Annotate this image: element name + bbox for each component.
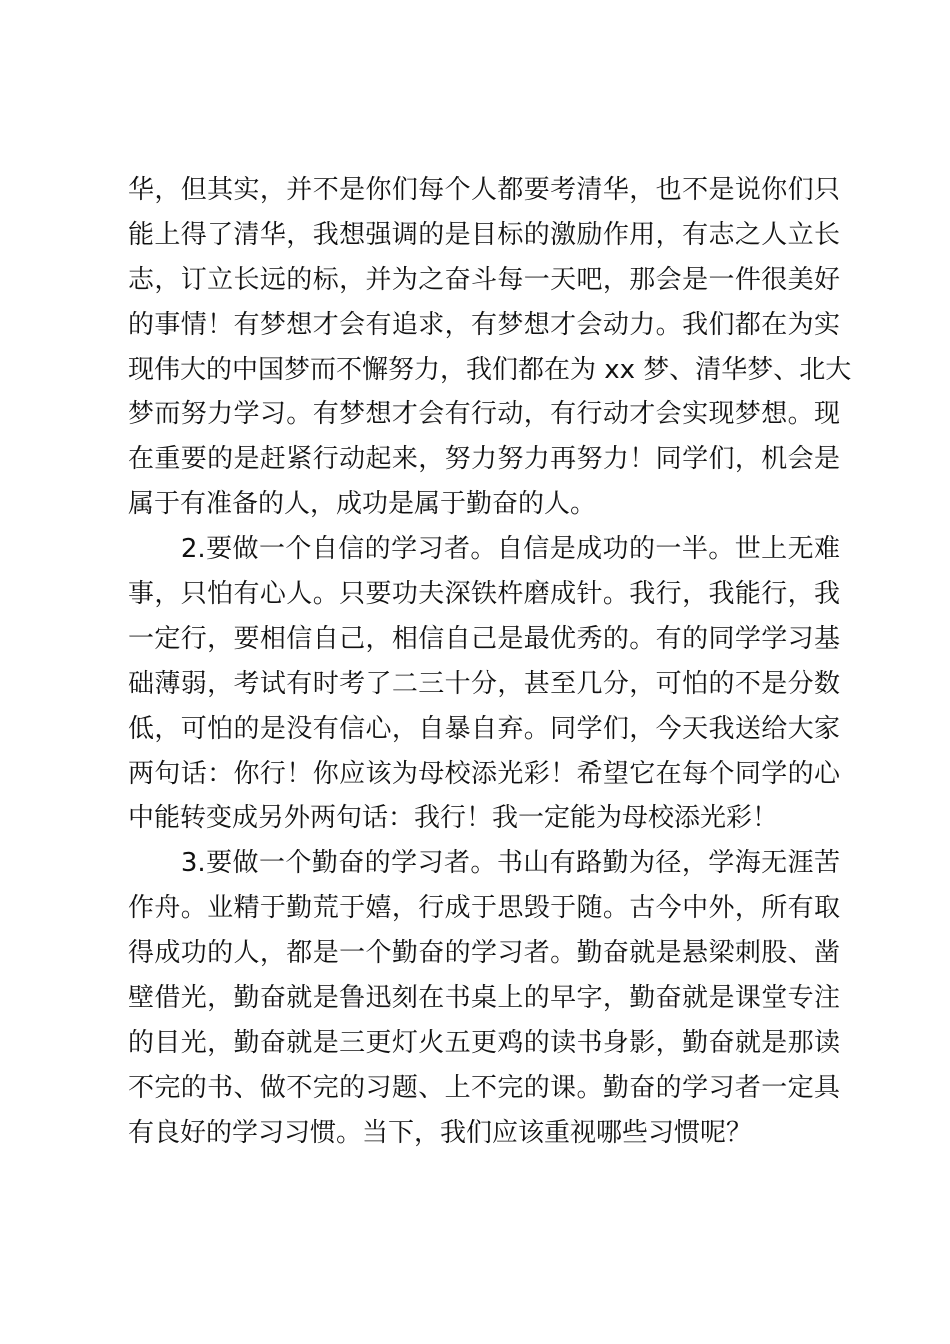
text-line: 一定行，要相信自己，相信自己是最优秀的。有的同学学习基: [128, 623, 840, 654]
text-line: 在重要的是赶紧行动起来，努力努力再努力！同学们，机会是: [128, 444, 840, 475]
text-line: 华，但其实，并不是你们每个人都要考清华，也不是说你们只: [128, 175, 840, 205]
text-line: 事，只怕有心人。只要功夫深铁杵磨成针。我行，我能行，我: [128, 579, 840, 610]
text-line: 梦而努力学习。有梦想才会有行动，有行动才会实现梦想。现: [128, 399, 840, 430]
text-line: 属于有准备的人，成功是属于勤奋的人。: [128, 489, 597, 520]
text-line: 3.要做一个勤奋的学习者。书山有路勤为径，学海无涯苦: [128, 848, 840, 879]
text-line: 的事情！有梦想才会有追求，有梦想才会动力。我们都在为实: [128, 309, 840, 340]
text-line: 的目光，勤奋就是三更灯火五更鸡的读书身影，勤奋就是那读: [128, 1027, 840, 1058]
text-line: 两句话：你行！你应该为母校添光彩！希望它在每个同学的心: [128, 758, 840, 789]
body-text: [128, 168, 852, 1156]
text-line: 有良好的学习习惯。当下，我们应该重视哪些习惯呢？: [128, 1117, 753, 1148]
text-line: 作舟。业精于勤荒于嬉，行成于思毁于随。古今中外，所有取: [128, 893, 840, 924]
text-line: 现伟大的中国梦而不懈努力，我们都在为 xx 梦、清华梦、北大: [128, 354, 852, 385]
text-line: 2.要做一个自信的学习者。自信是成功的一半。世上无难: [128, 534, 840, 565]
text-line: 低，可怕的是没有信心，自暴自弃。同学们，今天我送给大家: [128, 713, 840, 744]
paragraph-1: [128, 168, 852, 527]
paragraph-3: [128, 841, 840, 1155]
text-line: 壁借光，勤奋就是鲁迅刻在书桌上的早字，勤奋就是课堂专注: [128, 983, 840, 1014]
text-line: 础薄弱，考试有时考了二三十分，甚至几分，可怕的不是分数: [128, 668, 840, 699]
paragraph-2: [128, 527, 840, 841]
text-line: 得成功的人，都是一个勤奋的学习者。勤奋就是悬梁刺股、凿: [128, 938, 840, 969]
text-line: 志，订立长远的标，并为之奋斗每一天吧，那会是一件很美好: [128, 264, 840, 295]
text-line: 能上得了清华，我想强调的是目标的激励作用，有志之人立长: [128, 219, 840, 250]
text-line: 中能转变成另外两句话：我行！我一定能为母校添光彩！: [128, 803, 779, 834]
text-line: 不完的书、做不完的习题、上不完的课。勤奋的学习者一定具: [128, 1072, 840, 1103]
